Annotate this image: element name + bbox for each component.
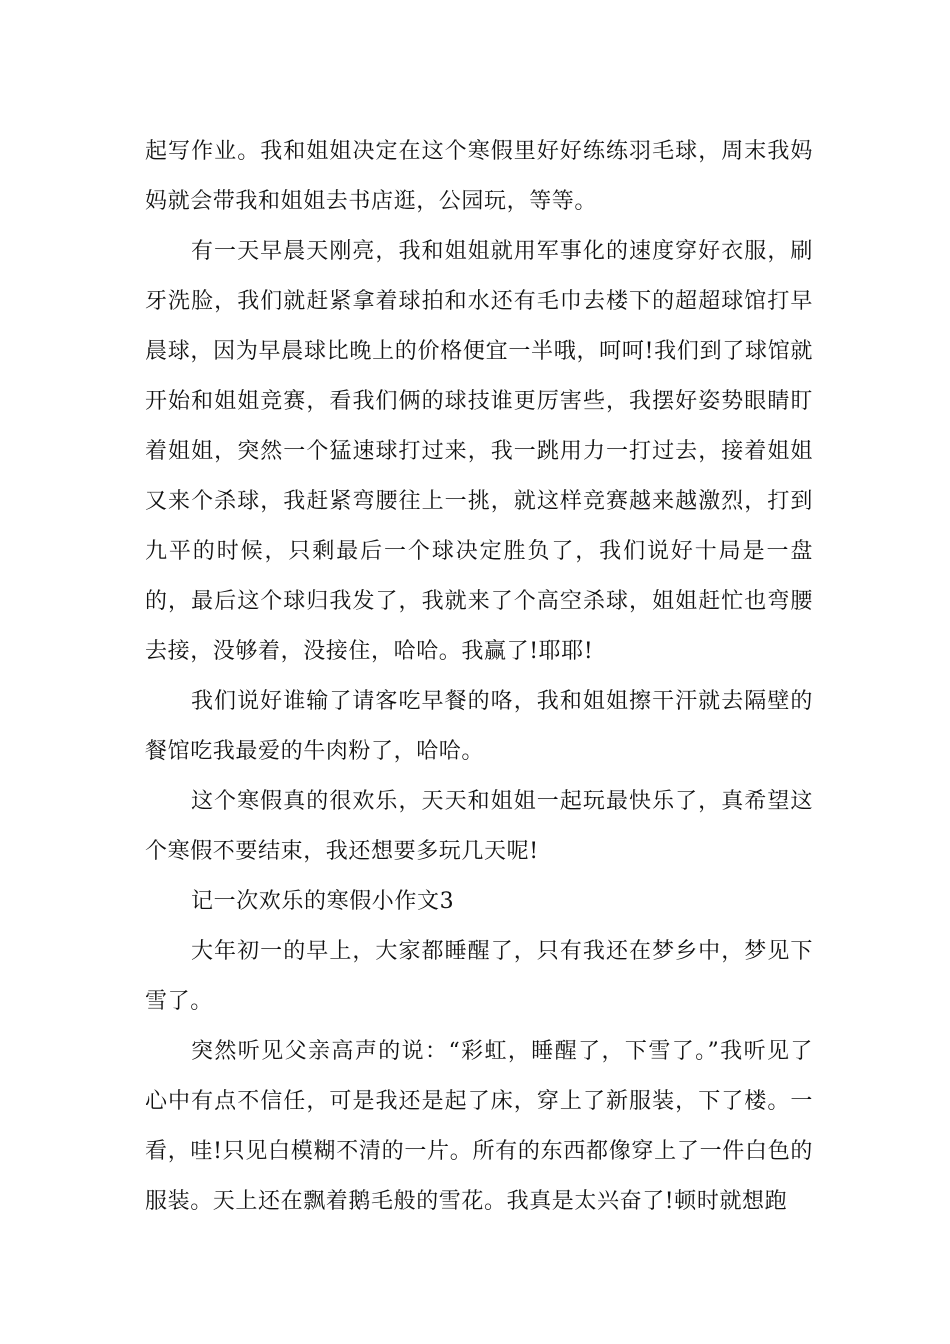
paragraph-2: 有一天早晨天刚亮，我和姐姐就用军事化的速度穿好衣服，刷牙洗脸，我们就赶紧拿着球拍和水还有毛巾去楼下的超超球馆打早晨球，因为早晨球比晚上的价格便宜一半哦，呵呵!我们到了球馆就开始和姐姐竞赛，看我们俩的球技谁更厉害些，我摆好姿势眼睛盯着姐姐，突然一个猛速球打过来，我一跳用力一打过去，接着姐姐又来个杀球，我赶紧弯腰往上一挑，就这样竞赛越来越激烈，打到九平的时候，只剩最后一个球决定胜负了，我们说好十局是一盘的，最后这个球归我发了，我就来了个高空杀球，姐姐赶忙也弯腰去接，没够着，没接住，哈哈。我赢了!耶耶! (145, 239, 813, 664)
document-body (145, 127, 813, 1227)
paragraph-5: 大年初一的早上，大家都睡醒了，只有我还在梦乡中，梦见下雪了。 (145, 939, 813, 1014)
paragraph-1: 起写作业。我和姐姐决定在这个寒假里好好练练羽毛球，周末我妈妈就会带我和姐姐去书店逛，公园玩，等等。 (145, 139, 813, 214)
section-heading: 记一次欢乐的寒假小作文3 (191, 889, 455, 914)
paragraph-6: 突然听见父亲高声的说：“彩虹，睡醒了，下雪了。”我听见了心中有点不信任，可是我还是起了床，穿上了新服装，下了楼。一看，哇!只见白模糊不清的一片。所有的东西都像穿上了一件白色的服装。天上还在飘着鹅毛般的雪花。我真是太兴奋了!顿时就想跑 (145, 1039, 813, 1214)
paragraph-3: 我们说好谁输了请客吃早餐的咯，我和姐姐擦干汗就去隔壁的餐馆吃我最爱的牛肉粉了，哈哈。 (145, 689, 813, 764)
paragraph-4: 这个寒假真的很欢乐，天天和姐姐一起玩最快乐了，真希望这个寒假不要结束，我还想要多玩几天呢! (145, 789, 813, 864)
